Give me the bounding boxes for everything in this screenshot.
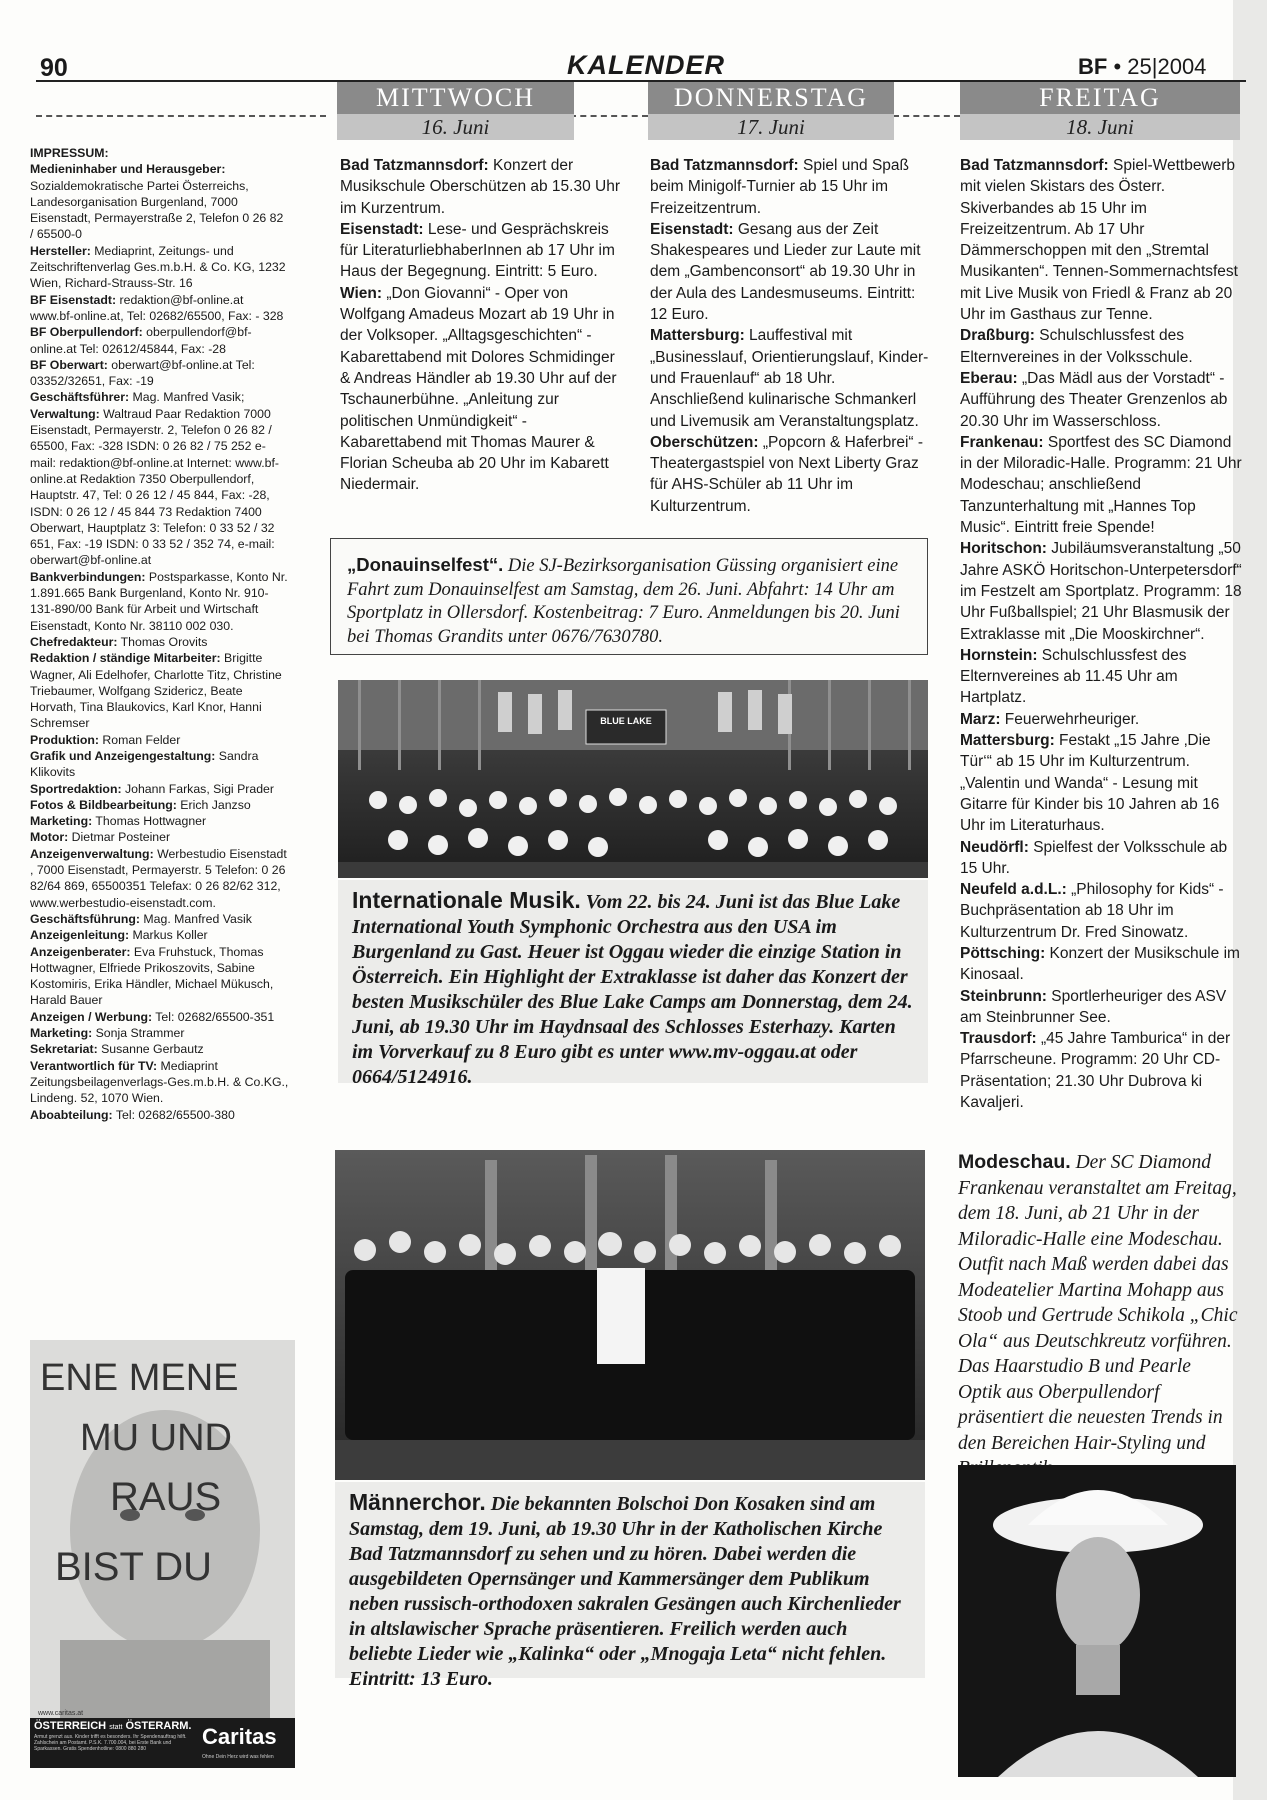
event-text: „Das Mädl aus der Vorstadt“ - Aufführung des Theater Grenzenlos ab 20.30 Uhr im Wasserschloss. bbox=[960, 369, 1228, 430]
event-text: „Philosophy for Kids“ - Buchpräsentation ab 18 Uhr im Kulturzentrum Dr. Fred Sinowatz. bbox=[960, 881, 1224, 941]
event-place: Mattersburg: bbox=[650, 327, 745, 345]
impressum-text: Postsparkasse, Konto Nr. 1.891.665 Bank Burgenland, Konto Nr. 910-131-890/00 Bank für Arbeit und Wirtschaft Eisenstadt, Konto Nr. 38110 002 030. bbox=[30, 569, 288, 633]
donauinselfest-body: Die SJ-Bezirksorganisation Güssing organisiert eine Fahrt zum Donauinselfest am Samstag, dem 26. Juni. Abfahrt: 14 Uhr am Sportplatz in Ollersdorf. Kostenbeitrag: 7 Euro. Anmeldungen bis 20. Juni bei Thomas Grandits unter 0676/7630780. bbox=[347, 556, 900, 647]
impressum-text: Tel: 02682/65500-380 bbox=[112, 1107, 235, 1122]
impressum-text: Werbestudio Eisenstadt , 7000 Eisenstadt, Permayerstr. 5 Telefon: 0 26 82/64 869, 65500351 Telefax: 0 26 82/62 312, www.werbestudio-eisenstadt.com. bbox=[30, 846, 287, 910]
event-text: Festakt „15 Jahre ‚Die Tür‘“ ab 15 Uhr im Kulturzentrum. „Valentin und Wanda“ - Lesung mit Gitarre für Kinder bis 10 Jahren ab 16 Uhr im Literaturhaus. bbox=[960, 732, 1220, 835]
header-dash bbox=[36, 115, 326, 117]
impressum-text: Tel: 02682/65500-351 bbox=[152, 1009, 275, 1024]
impressum-entry bbox=[30, 748, 290, 781]
ad-slogan-b: ÖSTERARM. bbox=[125, 1720, 192, 1732]
ad-fineprint: Armut grenzt aus. Kinder trifft es besonders. Ihr Spendenauftrag hilft. Zahlschein am Postamt. P.S.K. 7.700.004, bei Erste Bank und Sparkassen. Gratis Spendenhotline: 0800 880 280 bbox=[34, 1734, 187, 1752]
orchestra-body: Vom 22. bis 24. Juni ist das Blue Lake International Youth Symphonic Orchestra aus den USA im Burgenland zu Gast. Heuer ist Oggau wieder die einzige Station in Österreich. Ein Highlight der Extraklasse ist daher das Konzert der besten Musikschüler des Blue Lake Camps am Donnerstag, dem 24. Juni, ab 19.30 Uhr im Haydnsaal des Schlosses Esterhazy. Karten im Vorverkauf zu 8 Euro gibt es unter www.mv-oggau.at oder 0664/5124916. bbox=[352, 891, 913, 1088]
header-dash bbox=[893, 115, 960, 117]
impressum-text: oberpullendorf@bf-online.at Tel: 02612/45844, Fax: -28 bbox=[30, 325, 252, 356]
impressum-entry bbox=[30, 829, 290, 845]
fashion-lead: Modeschau. bbox=[958, 1151, 1071, 1173]
event-text: Spielfest der Volksschule ab 15 Uhr. bbox=[960, 838, 1228, 877]
caritas-ad-illustration bbox=[30, 1340, 295, 1768]
event-text: Spiel-Wettbewerb mit vielen Skistars des Österr. Skiverbandes ab 15 Uhr im Freizeitzentrum. Ab 17 Uhr Dämmerschoppen mit den „Stremtal Musikanten“. Tennen-Sommernachtsfest mit Live Musik von Friedl & Franz ab 20 Uhr im Gasthaus zur Tenne. bbox=[960, 157, 1238, 324]
impressum-text: Thomas Hottwagner bbox=[92, 814, 207, 829]
event-entry bbox=[650, 219, 932, 325]
impressum-text: Erich Janzso bbox=[176, 797, 251, 812]
event-entry bbox=[960, 709, 1242, 730]
event-place: Eberau: bbox=[960, 369, 1018, 387]
impressum-label: Fotos & Bildbearbeitung: bbox=[30, 797, 177, 812]
event-text: „45 Jahre Tamburica“ in der Pfarrscheune. Programm: 20 Uhr CD-Präsentation; 21.30 Uhr Dubrova ki Kavaljeri. bbox=[960, 1030, 1231, 1112]
impressum-entry bbox=[30, 911, 290, 927]
event-entry bbox=[960, 155, 1242, 325]
impressum-text: Susanne Gerbautz bbox=[97, 1042, 204, 1057]
impressum-text: Thomas Orovits bbox=[117, 634, 208, 649]
caritas-ad bbox=[30, 1340, 295, 1768]
event-text: Konzert der Musikschule im Kinosaal. bbox=[960, 944, 1240, 984]
date-label: 17. Juni bbox=[648, 114, 894, 140]
impressum-label: BF Oberwart: bbox=[30, 357, 108, 372]
impressum-label: BF Eisenstadt: bbox=[30, 292, 117, 307]
event-text: Schulschlussfest des Elternvereines in der Volksschule. bbox=[960, 327, 1193, 366]
issue-brand: BF bbox=[1078, 54, 1108, 79]
impressum-label: Produktion: bbox=[30, 732, 99, 747]
choir-photo bbox=[335, 1150, 925, 1480]
impressum-text: Eva Fruhstuck, Thomas Hottwagner, Elfriede Prikoszovits, Sabine Kostomiris, Erika Händler, Michael Mükusch, Harald Bauer bbox=[30, 944, 274, 1008]
orchestra-lead: Internationale Musik. bbox=[352, 887, 581, 913]
orchestra-caption bbox=[338, 880, 928, 1088]
event-text: Schulschlussfest des Elternvereines ab 11.45 Uhr am Hartplatz. bbox=[960, 646, 1187, 707]
event-entry bbox=[340, 219, 622, 283]
event-text: Sportfest des SC Diamond in der Miloradic-Halle. Programm: 21 Uhr Modeschau; anschließend Tanzunterhaltung mit „Hannes Top Music“. Eintritt freie Spende! bbox=[960, 433, 1242, 537]
event-entry bbox=[960, 538, 1242, 644]
ad-slogan bbox=[34, 1720, 191, 1732]
impressum-label: Aboabteilung: bbox=[30, 1107, 113, 1122]
event-text: Gesang aus der Zeit Shakespeares und Lieder zur Laute mit dem „Gambenconsort“ ab 19.30 Uhr in der Aula des Landesmuseums. Eintritt: 12 Euro. bbox=[650, 220, 921, 324]
ad-scribble-3: RAUS bbox=[110, 1475, 222, 1519]
impressum-entry bbox=[30, 634, 290, 650]
event-place: Draßburg: bbox=[960, 327, 1035, 345]
ad-slogan-mid: statt bbox=[109, 1724, 123, 1731]
impressum-entry bbox=[30, 1041, 290, 1057]
event-place: Pöttsching: bbox=[960, 944, 1046, 962]
impressum-entry bbox=[30, 357, 290, 390]
choir-lead: Männerchor. bbox=[349, 1489, 486, 1515]
fashion-body: Der SC Diamond Frankenau veranstaltet am Freitag, dem 18. Juni, ab 21 Uhr in der Miloradic-Halle eine Modeschau. Outfit nach Maß werden dabei das Modeatelier Martina Mohapp aus Stoob und Gertrude Schikola „Chic Ola“ aus Deutschkreutz vorführen. Das Haarstudio B und Pearle Optik aus Oberpullendorf präsentiert die neuesten Trends in den Bereichen Hair-Styling und bbox=[958, 1152, 1238, 1454]
impressum-entry bbox=[30, 406, 290, 569]
impressum-text: redaktion@bf-online.at www.bf-online.at, Tel: 02682/65500, Fax: - 328 bbox=[30, 292, 284, 323]
event-entry bbox=[650, 155, 932, 219]
event-text: Lauffestival mit „Businesslauf, Orientierungslauf, Kinder- und Frauenlauf“ ab 18 Uhr. Anschließend kulinarische Schmankerl und Livemusik am Veranstaltungsplatz. bbox=[650, 327, 929, 430]
ad-scribble-1: ENE MENE bbox=[40, 1357, 239, 1399]
event-place: Frankenau: bbox=[960, 433, 1044, 451]
impressum-label: Geschäftsführer: bbox=[30, 390, 130, 405]
impressum-label: Motor: bbox=[30, 830, 69, 845]
header-dash bbox=[570, 115, 648, 117]
event-entry bbox=[340, 155, 622, 219]
event-entry bbox=[960, 943, 1242, 986]
events-wednesday bbox=[340, 155, 622, 496]
ad-brand-tagline: Ohne Dein Herz wird was fehlen bbox=[202, 1754, 274, 1760]
donauinselfest-box bbox=[330, 538, 928, 655]
ad-scribble-2: MU UND bbox=[80, 1417, 232, 1459]
impressum-label: Grafik und Anzeigengestaltung: bbox=[30, 748, 216, 763]
event-entry bbox=[960, 645, 1242, 709]
event-entry bbox=[960, 1028, 1242, 1113]
impressum-label: IMPRESSUM: bbox=[30, 146, 109, 160]
event-entry bbox=[960, 730, 1242, 836]
impressum-entry bbox=[30, 797, 290, 813]
issue-label bbox=[1078, 54, 1206, 80]
impressum-label: Sportredaktion: bbox=[30, 781, 122, 796]
impressum-label: Marketing: bbox=[30, 1026, 93, 1041]
event-place: Marz: bbox=[960, 710, 1001, 728]
event-entry bbox=[960, 325, 1242, 368]
donauinselfest-lead: „Donauinselfest“. bbox=[347, 554, 504, 575]
ad-url: www.caritas.at bbox=[38, 1710, 84, 1717]
event-place: Neufeld a.d.L.: bbox=[960, 881, 1067, 899]
event-entry bbox=[650, 325, 932, 431]
impressum-entry bbox=[30, 1009, 290, 1025]
event-entry bbox=[960, 432, 1242, 538]
impressum-label: Verantwortlich für TV: bbox=[30, 1058, 158, 1073]
impressum-entry bbox=[30, 846, 290, 911]
impressum-text: Mediaprint Zeitungsbeilagenverlags-Ges.m.b.H. & Co.KG., Lindeng. 52, 1070 Wien. bbox=[30, 1058, 289, 1106]
impressum-entry bbox=[30, 569, 290, 634]
event-entry bbox=[650, 432, 932, 517]
event-entry bbox=[960, 837, 1242, 880]
event-place: Hornstein: bbox=[960, 646, 1038, 664]
impressum-text: Johann Farkas, Sigi Prader bbox=[121, 781, 274, 796]
impressum-entry bbox=[30, 944, 290, 1009]
event-text: Konzert der Musikschule Oberschützen ab 15.30 Uhr im Kurzentrum. bbox=[340, 157, 621, 217]
fashion-blurb bbox=[958, 1150, 1238, 1482]
date-label: 16. Juni bbox=[337, 114, 574, 140]
weekday-label: MITTWOCH bbox=[337, 82, 574, 114]
event-place: Oberschützen: bbox=[650, 433, 759, 451]
impressum-label: Verwaltung: bbox=[30, 406, 100, 421]
impressum-label: Anzeigenberater: bbox=[30, 944, 131, 959]
impressum-entry bbox=[30, 145, 290, 161]
event-place: Bad Tatzmannsdorf: bbox=[340, 157, 489, 174]
event-place: Bad Tatzmannsdorf: bbox=[650, 157, 799, 174]
impressum-text: Brigitte Wagner, Ali Edelhofer, Charlotte Titz, Christine Triebaumer, Wolfgang Szidericz, Beate Horvath, Tina Blaukovics, Karl Knor, Hanni Schremser bbox=[30, 651, 282, 731]
impressum-label: BF Oberpullendorf: bbox=[30, 325, 143, 340]
impressum-label: Anzeigenleitung: bbox=[30, 928, 130, 943]
impressum-entry bbox=[30, 813, 290, 829]
impressum-entry bbox=[30, 292, 290, 325]
impressum-text: Sozialdemokratische Partei Österreichs, Landesorganisation Burgenland, 7000 Eisenstadt, Permayerstraße 2, Telefon 0 26 82 / 65500-0 bbox=[30, 178, 284, 242]
impressum-entry bbox=[30, 927, 290, 943]
impressum-label: Medieninhaber und Herausgeber: bbox=[30, 162, 226, 177]
impressum-text: Dietmar Posteiner bbox=[68, 830, 171, 845]
events-friday bbox=[960, 155, 1242, 1113]
orchestra-banner: BLUE LAKE bbox=[600, 716, 652, 726]
weekday-label: DONNERSTAG bbox=[648, 82, 894, 114]
events-thursday bbox=[650, 155, 932, 517]
impressum-text: Mag. Manfred Vasik; bbox=[129, 390, 245, 405]
ad-footer bbox=[30, 1718, 295, 1768]
donauinselfest-text bbox=[347, 553, 911, 649]
event-place: Eisenstadt: bbox=[340, 220, 424, 238]
day-header-thursday bbox=[648, 82, 894, 144]
impressum-entry bbox=[30, 1107, 290, 1123]
date-label: 18. Juni bbox=[960, 114, 1240, 140]
orchestra-illustration bbox=[338, 680, 928, 878]
impressum-entry bbox=[30, 161, 290, 242]
impressum-entry bbox=[30, 243, 290, 292]
impressum-label: Hersteller: bbox=[30, 243, 91, 258]
choir-illustration bbox=[335, 1150, 925, 1480]
ad-slogan-a: ÖSTERREICH bbox=[34, 1720, 107, 1732]
impressum-text: Mediaprint, Zeitungs- und Zeitschriftenverlag Ges.m.b.H. & Co. KG, 1232 Wien, Richard-Strauss-Str. 16 bbox=[30, 243, 286, 291]
impressum-text: Sandra Klikovits bbox=[30, 748, 259, 780]
event-text: Feuerwehrheuriger. bbox=[1000, 710, 1140, 728]
event-entry bbox=[960, 368, 1242, 432]
impressum-label: Sekretariat: bbox=[30, 1042, 98, 1057]
event-text: Sportlerheuriger des ASV am Steinbrunner See. bbox=[960, 987, 1227, 1026]
impressum-entry bbox=[30, 1025, 290, 1041]
impressum-entry bbox=[30, 650, 290, 731]
choir-body: Die bekannten Bolschoi Don Kosaken sind am Samstag, dem 19. Juni, ab 19.30 Uhr in der Katholischen Kirche Bad Tatzmannsdorf zu sehen und zu hören. Dabei werden die ausgebildeten Opernsänger und Kammersänger dem Publikum neben russisch-orthodoxen sakralen Gesängen auch Kirchenlieder in altslawischer Sprache präsentieren. Freilich werden auch beliebte Lieder wie „Kalinka“ oder „Mnogaja Leta“ nicht fehlen. Eintritt: 13 Euro. bbox=[349, 1493, 901, 1690]
section-title: KALENDER bbox=[567, 50, 726, 80]
impressum-entry bbox=[30, 1058, 290, 1107]
event-text: Jubiläumsveranstaltung „50 Jahre ASKÖ Horitschon-Unterpetersdorf“ im Festzelt am Sportplatz. Programm: 18 Uhr Fußballspiel; 21 Uhr Blasmusik der Extraklasse mit „Die Mooskirchner“. bbox=[960, 540, 1242, 643]
event-place: Steinbrunn: bbox=[960, 987, 1047, 1005]
event-place: Mattersburg: bbox=[960, 732, 1055, 750]
event-place: Wien: bbox=[340, 284, 383, 302]
impressum-label: Bankverbindungen: bbox=[30, 569, 146, 584]
impressum-text: Mag. Manfred Vasik bbox=[140, 911, 252, 926]
issue-number: 25|2004 bbox=[1127, 54, 1207, 79]
impressum-text: Markus Koller bbox=[129, 928, 208, 943]
event-text: „Popcorn & Haferbrei“ - Theatergastspiel von Next Liberty Graz für AHS-Schüler ab 11 Uhr im Kulturzentrum. bbox=[650, 433, 924, 515]
orchestra-photo bbox=[338, 680, 928, 878]
impressum-text: oberwart@bf-online.at Tel: 03352/32651, Fax: -19 bbox=[30, 357, 255, 389]
impressum-label: Marketing: bbox=[30, 814, 93, 829]
impressum-text: Roman Felder bbox=[99, 732, 181, 747]
impressum-entry bbox=[30, 324, 290, 357]
ad-scribble-4: BIST DU bbox=[55, 1545, 213, 1589]
impressum-label: Chefredakteur: bbox=[30, 634, 118, 649]
day-header-friday bbox=[960, 82, 1240, 144]
issue-separator: • bbox=[1113, 54, 1122, 79]
event-entry bbox=[960, 986, 1242, 1029]
event-place: Eisenstadt: bbox=[650, 220, 734, 238]
event-place: Trausdorf: bbox=[960, 1030, 1037, 1048]
event-entry bbox=[340, 283, 622, 496]
event-entry bbox=[960, 879, 1242, 943]
impressum-label: Geschäftsführung: bbox=[30, 911, 140, 926]
day-header-wednesday bbox=[337, 82, 574, 144]
event-text: Spiel und Spaß beim Minigolf-Turnier ab 15 Uhr im Freizeitzentrum. bbox=[650, 157, 909, 217]
fashion-photo bbox=[958, 1465, 1236, 1777]
impressum-entry bbox=[30, 389, 290, 405]
impressum-label: Redaktion / ständige Mitarbeiter: bbox=[30, 651, 221, 666]
impressum-label: Anzeigenverwaltung: bbox=[30, 846, 154, 861]
event-text: „Don Giovanni“ - Oper von Wolfgang Amadeus Mozart ab 19 Uhr in der Volksoper. „Alltagsgeschichten“ - Kabarettabend mit Dolores Schmidinger & Andreas Händler ab 19.30 Uhr auf der Tschaunerbühne. „Anleitung zur politischen Unmündigkeit“ - Kabarettabend mit Thomas Maurer & Florian Scheuba ab 20 Uhr im Kabarett Niedermair. bbox=[340, 284, 617, 494]
event-place: Bad Tatzmannsdorf: bbox=[960, 157, 1109, 174]
impressum-text: Sonja Strammer bbox=[92, 1026, 185, 1041]
fashion-illustration bbox=[958, 1465, 1236, 1777]
choir-caption bbox=[335, 1482, 925, 1690]
event-text: Lese- und Gesprächskreis für LiteraturliebhaberInnen ab 17 Uhr im Haus der Begegnung. Eintritt: 5 Euro. bbox=[340, 220, 615, 281]
weekday-label: FREITAG bbox=[960, 82, 1240, 114]
page-number: 90 bbox=[40, 54, 68, 82]
impressum-entry bbox=[30, 781, 290, 797]
ad-brand: Caritas bbox=[202, 1724, 277, 1749]
event-place: Neudörfl: bbox=[960, 838, 1029, 856]
impressum-label: Anzeigen / Werbung: bbox=[30, 1009, 153, 1024]
impressum-entry bbox=[30, 732, 290, 748]
impressum-text: Waltraud Paar Redaktion 7000 Eisenstadt, Permayerstr. 2, Telefon 0 26 82 / 65500, Fax: -328 ISDN: 0 26 82 / 75 252 e-mail: redaktion@bf-online.at Internet: www.bf-online.at Redaktion 7350 Oberpullendorf, Hauptstr. 47, Tel: 0 26 12 / 45 844, Fax: -28, ISDN: 0 26 12 / 45 844 73 Redaktion 7400 Oberwart, Hauptplatz 3: Telefon: 0 33 52 / 32 651, Fax: -19 ISDN: 0 33 52 / 352 74, e-mail: oberwart@bf-online.at bbox=[30, 406, 279, 568]
event-place: Horitschon: bbox=[960, 540, 1047, 558]
impressum bbox=[30, 145, 290, 1123]
